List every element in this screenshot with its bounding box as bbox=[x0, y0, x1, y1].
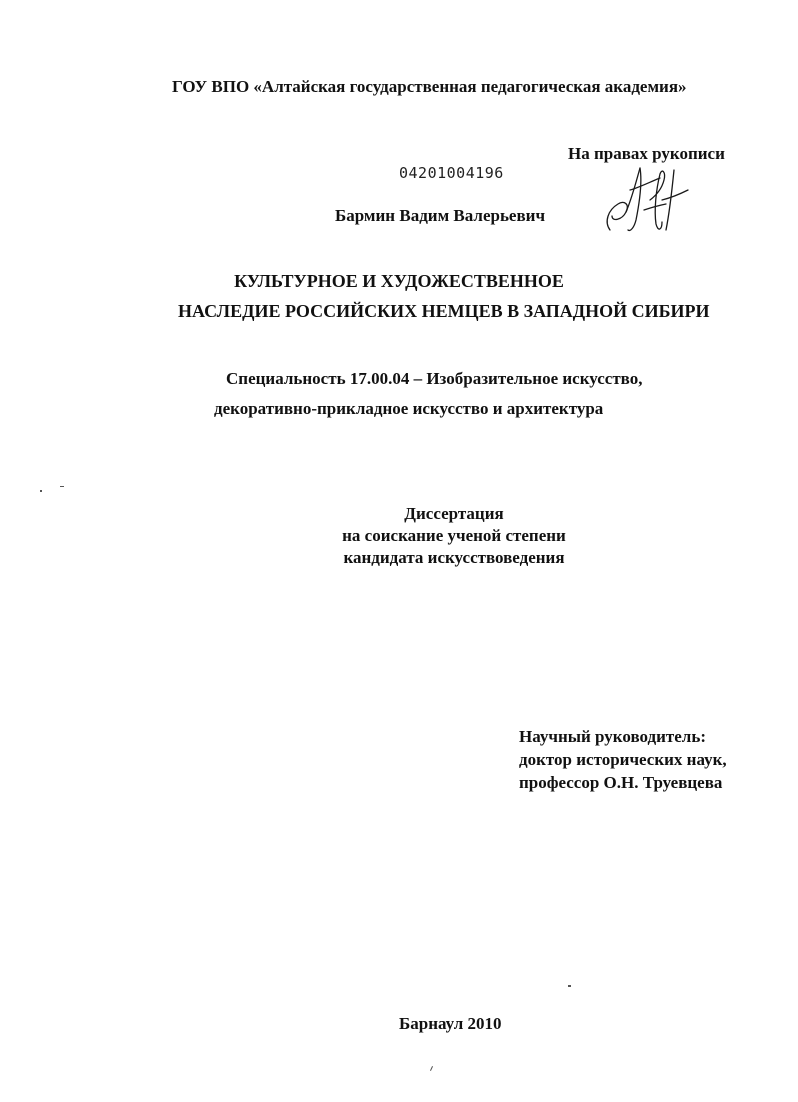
specialty-line-1: Специальность 17.00.04 – Изобразительное искусство, bbox=[226, 369, 643, 388]
author-name: Бармин Вадим Валерьевич bbox=[335, 206, 546, 225]
city-year: Барнаул 2010 bbox=[399, 1014, 502, 1033]
manuscript-note: На правах рукописи bbox=[568, 144, 725, 163]
scan-speck bbox=[430, 1066, 433, 1071]
scan-speck bbox=[60, 486, 64, 487]
signature-icon bbox=[600, 160, 695, 235]
advisor-degree: доктор исторических наук, bbox=[519, 750, 727, 769]
specialty-line-2: декоративно-прикладное искусство и архитектура bbox=[214, 399, 604, 418]
scan-speck bbox=[40, 490, 42, 492]
dissertation-field-line: кандидата искусствоведения bbox=[343, 548, 565, 567]
thesis-title-line-1: КУЛЬТУРНОЕ И ХУДОЖЕСТВЕННОЕ bbox=[234, 271, 564, 291]
advisor-label: Научный руководитель: bbox=[519, 727, 706, 746]
thesis-title-line-2: НАСЛЕДИЕ РОССИЙСКИХ НЕМЦЕВ В ЗАПАДНОЙ СИБИРИ bbox=[178, 301, 710, 321]
advisor-name: профессор О.Н. Труевцева bbox=[519, 773, 723, 792]
institution-name: ГОУ ВПО «Алтайская государственная педагогическая академия» bbox=[172, 77, 687, 96]
scan-speck bbox=[568, 985, 571, 987]
dissertation-degree-line: на соискание ученой степени bbox=[342, 526, 566, 545]
dissertation-heading: Диссертация bbox=[404, 504, 504, 523]
catalog-number: 04201004196 bbox=[399, 164, 504, 182]
